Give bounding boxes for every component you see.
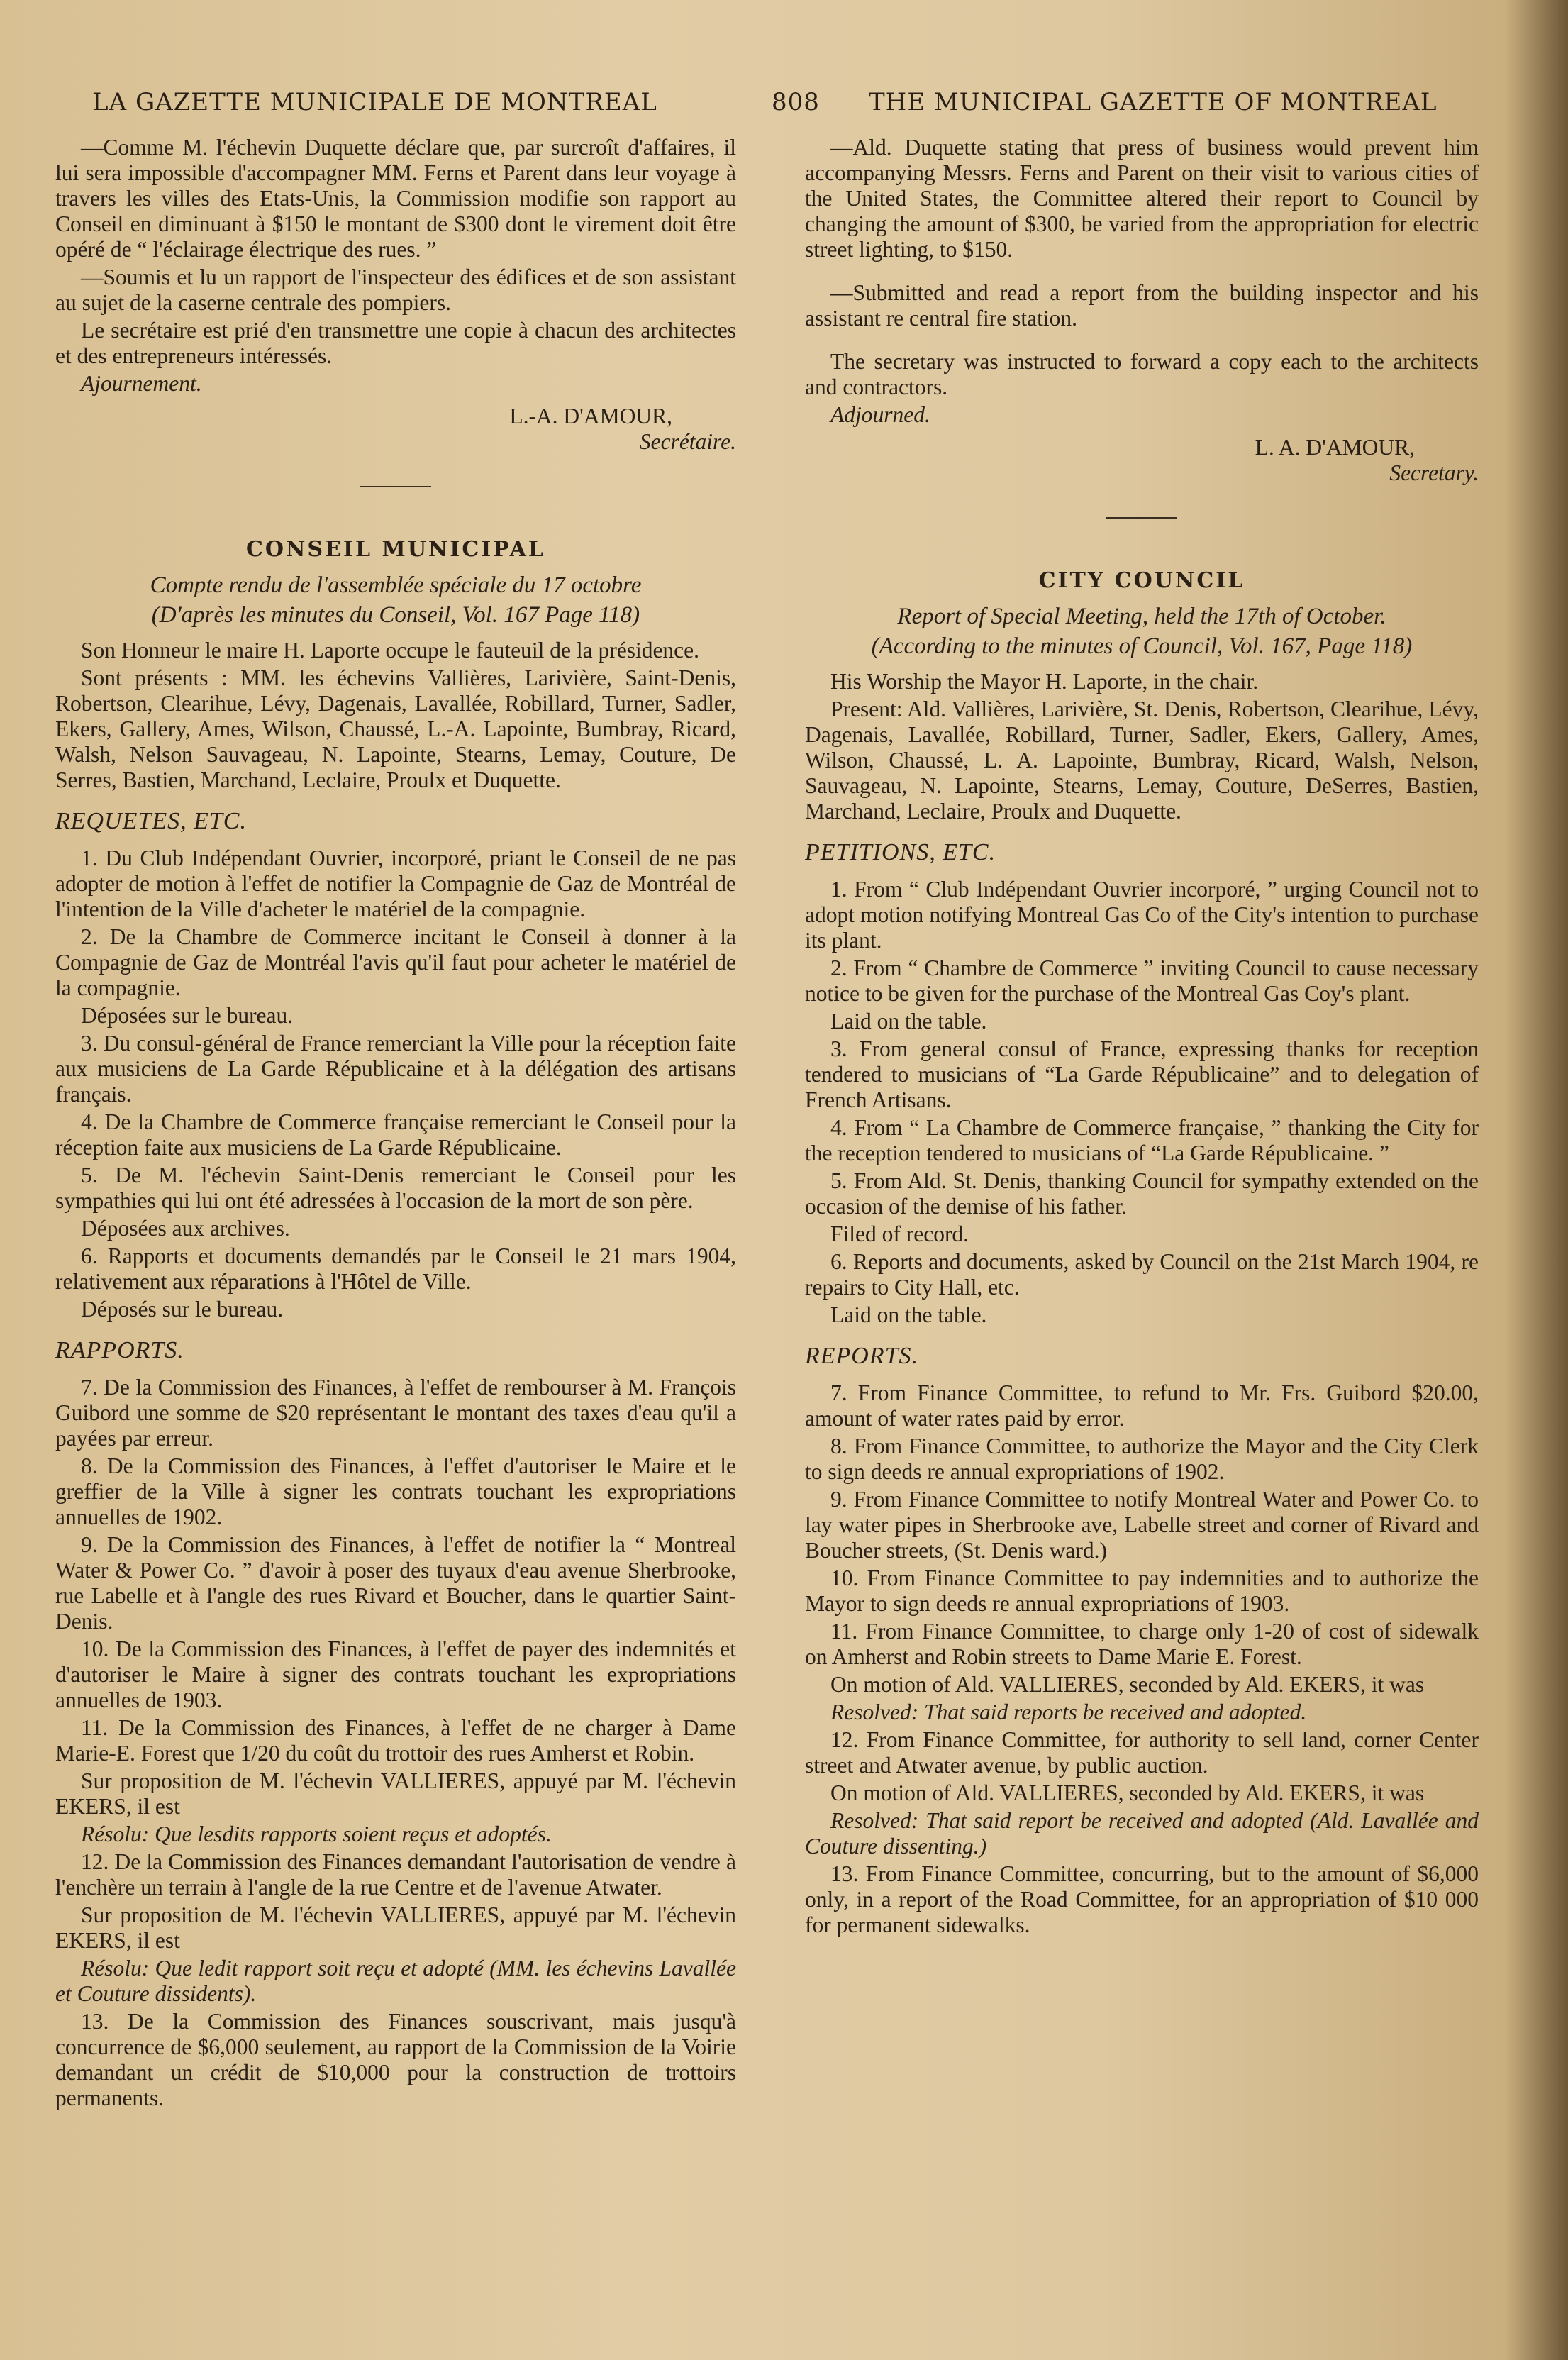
list-item: 11. From Finance Committee, to charge only 1-20 of cost of sidewalk on Amherst and Robin streets to Dame Marie E. Forest. <box>805 1619 1479 1669</box>
list-item: 8. From Finance Committee, to authorize the Mayor and the City Clerk to sign deeds re annual expropriations of 1902. <box>805 1434 1479 1484</box>
signature: L.-A. D'AMOUR, <box>509 404 672 428</box>
intro-paragraph: Le secrétaire est prié d'en transmettre une copie à chacun des architectes et des entrepreneurs intéressés. <box>55 318 736 368</box>
list-item: 5. From Ald. St. Denis, thanking Council for sympathy extended on the occasion of the demise of his father. <box>805 1168 1479 1219</box>
list-item: 9. From Finance Committee to notify Montreal Water and Power Co. to lay water pipes in Sherbrooke ave, Labelle street and corner of Rivard and Boucher streets, (St. Denis ward.) <box>805 1487 1479 1563</box>
section-heading-rapports: RAPPORTS. <box>55 1337 184 1363</box>
section-heading-requetes: REQUETES, ETC. <box>55 808 247 834</box>
list-item: 1. Du Club Indépendant Ouvrier, incorporé, priant le Conseil de ne pas adopter de motion à l'effet de notifier la Compagnie de Gaz de Montréal de l'intention de la Ville d'acheter le matériel de la compagnie. <box>55 846 736 921</box>
list-item: 7. From Finance Committee, to refund to Mr. Frs. Guibord $20.00, amount of water rates paid by error. <box>805 1380 1479 1431</box>
header-french-title: LA GAZETTE MUNICIPALE DE MONTREAL <box>92 88 657 116</box>
list-item: Laid on the table. <box>830 1009 987 1034</box>
page-header <box>92 84 1454 133</box>
page-number: 808 <box>772 88 820 116</box>
list-item: 10. From Finance Committee to pay indemnities and to authorize the Mayor to sign deeds re annual expropriations of 1903. <box>805 1566 1479 1616</box>
section-heading-reports: REPORTS. <box>805 1343 919 1369</box>
attendance-list: Present: Ald. Vallières, Larivière, St. Denis, Robertson, Clearihue, Lévy, Dagenais, Lavallée, Robillard, Turner, Sadler, Ekers, Gallery, Ames, Wilson, Chaussé, L. A. Lapointe, Bumbray, Ricard, Walsh, Nelson, Sauvageau, N. Lapointe, Stearns, Lemay, Couture, DeSerres, Bastien, Marchand, Leclaire, Proulx and Duquette. <box>805 697 1479 824</box>
intro-paragraph: —Soumis et lu un rapport de l'inspecteur des édifices et de son assistant au sujet de la caserne centrale des pompiers. <box>55 265 736 315</box>
council-heading: CONSEIL MUNICIPAL <box>245 537 545 562</box>
section-divider <box>360 486 431 487</box>
presidency-line: Son Honneur le maire H. Laporte occupe le fauteuil de la présidence. <box>81 638 700 663</box>
meeting-subtitle: Report of Special Meeting, held the 17th of October. <box>897 604 1386 629</box>
list-item: 2. De la Chambre de Commerce incitant le Conseil à donner à la Compagnie de Gaz de Montréal l'avis qu'il faut pour acheter le matériel de la compagnie. <box>55 924 736 1000</box>
intro-paragraph: —Ald. Duquette stating that press of business would prevent him accompanying Messrs. Ferns and Parent on their visit to various cities of the United States, the Committee altered their report to Council by changing the amount of $300, be varied from the appropriation for electric street lighting, to $150. <box>805 135 1479 262</box>
list-item: 11. De la Commission des Finances, à l'effet de ne charger à Dame Marie-E. Forest que 1/20 du coût du trottoir des rues Amherst et Robin. <box>55 1715 736 1766</box>
council-heading: CITY COUNCIL <box>1038 568 1245 593</box>
list-item: Résolu: Que lesdits rapports soient reçus et adoptés. <box>81 1822 552 1846</box>
intro-paragraph: The secretary was instructed to forward a copy each to the architects and contractors. <box>805 349 1479 399</box>
list-item: Sur proposition de M. l'échevin VALLIERES, appuyé par M. l'échevin EKERS, il est <box>55 1768 736 1819</box>
english-column <box>805 135 1479 2320</box>
list-item: Déposées sur le bureau. <box>81 1003 294 1028</box>
list-item: Déposées aux archives. <box>81 1216 290 1241</box>
list-item: 4. From “ La Chambre de Commerce française, ” thanking the City for the reception tendered to musicians of “La Garde Républicaine. ” <box>805 1115 1479 1165</box>
list-item: 5. De M. l'échevin Saint-Denis remerciant le Conseil pour les sympathies qui lui ont été adressées à l'occasion de la mort de son père. <box>55 1163 736 1213</box>
list-item: 13. De la Commission des Finances souscrivant, mais jusqu'à concurrence de $6,000 seulement, au rapport de la Commission de la Voirie demandant un crédit de $10,000 pour la construction de trottoirs permanents. <box>55 2009 736 2110</box>
list-item: Laid on the table. <box>830 1302 987 1327</box>
list-item: 7. De la Commission des Finances, à l'effet de rembourser à M. François Guibord une somme de $20 représentant le montant des taxes d'eau qu'il a payées par erreur. <box>55 1375 736 1451</box>
list-item: Resolved: That said reports be received and adopted. <box>830 1700 1307 1724</box>
list-item: On motion of Ald. VALLIERES, seconded by Ald. EKERS, it was <box>830 1672 1425 1697</box>
french-column <box>55 135 736 2320</box>
header-english-title: THE MUNICIPAL GAZETTE OF MONTREAL <box>869 88 1438 116</box>
minutes-reference: (D'après les minutes du Conseil, Vol. 167 Page 118) <box>151 602 640 628</box>
meeting-subtitle: Compte rendu de l'assemblée spéciale du 17 octobre <box>150 572 642 598</box>
section-divider <box>1106 517 1177 519</box>
list-item: 10. De la Commission des Finances, à l'effet de payer des indemnités et d'autoriser le Maire à signer des contrats touchant les expropriations annuelles de 1903. <box>55 1636 736 1712</box>
intro-paragraph: —Submitted and read a report from the building inspector and his assistant re central fire station. <box>805 280 1479 331</box>
list-item: Filed of record. <box>830 1221 969 1246</box>
presidency-line: His Worship the Mayor H. Laporte, in the chair. <box>830 669 1259 694</box>
list-item: 6. Rapports et documents demandés par le Conseil le 21 mars 1904, relativement aux réparations à l'Hôtel de Ville. <box>55 1243 736 1294</box>
adjournment: Adjourned. <box>830 402 930 427</box>
signature: L. A. D'AMOUR, <box>1255 435 1415 460</box>
list-item: 12. From Finance Committee, for authority to sell land, corner Center street and Atwater avenue, by public auction. <box>805 1727 1479 1778</box>
list-item: Résolu: Que ledit rapport soit reçu et adopté (MM. les échevins Lavallée et Couture dissidents). <box>55 1956 736 2006</box>
list-item: 6. Reports and documents, asked by Council on the 21st March 1904, re repairs to City Hall, etc. <box>805 1249 1479 1300</box>
list-item: 4. De la Chambre de Commerce française remerciant le Conseil pour la réception faite aux musiciens de La Garde Républicaine. <box>55 1109 736 1160</box>
list-item: 9. De la Commission des Finances, à l'effet de notifier la “ Montreal Water & Power Co. ” d'avoir à poser des tuyaux d'eau avenue Sherbrooke, rue Labelle et à l'angle des rues Rivard et Boucher, dans le quartier Saint-Denis. <box>55 1532 736 1634</box>
list-item: Déposés sur le bureau. <box>81 1297 284 1322</box>
list-item: 12. De la Commission des Finances demandant l'autorisation de vendre à l'enchère un terrain à l'angle de la rue Centre et de l'avenue Atwater. <box>55 1849 736 1900</box>
signature-title: Secretary. <box>1389 460 1479 485</box>
list-item: Resolved: That said report be received and adopted (Ald. Lavallée and Couture dissenting.) <box>805 1808 1479 1858</box>
adjournment: Ajournement. <box>81 371 202 396</box>
section-heading-petitions: PETITIONS, ETC. <box>805 839 996 865</box>
intro-paragraph: —Comme M. l'échevin Duquette déclare que, par surcroît d'affaires, il lui sera impossible d'accompagner MM. Ferns et Parent dans leur voyage à travers les villes des Etats-Unis, la Commission modifie son rapport au Conseil en diminuant à $150 le montant de $300 dont le virement doit être opéré de “ l'éclairage électrique des rues. ” <box>55 135 736 262</box>
minutes-reference: (According to the minutes of Council, Vol. 167, Page 118) <box>871 633 1413 659</box>
list-item: On motion of Ald. VALLIERES, seconded by Ald. EKERS, it was <box>830 1780 1425 1805</box>
list-item: 3. From general consul of France, expressing thanks for reception tendered to musicians of “La Garde Républicaine” and to delegation of French Artisans. <box>805 1036 1479 1112</box>
list-item: 3. Du consul-général de France remerciant la Ville pour la réception faite aux musiciens de La Garde Républicaine et à la délégation des artisans français. <box>55 1031 736 1107</box>
list-item: 1. From “ Club Indépendant Ouvrier incorporé, ” urging Council not to adopt motion notifying Montreal Gas Co of the City's intention to purchase its plant. <box>805 877 1479 953</box>
list-item: 2. From “ Chambre de Commerce ” inviting Council to cause necessary notice to be given for the purchase of the Montreal Gas Coy's plant. <box>805 955 1479 1006</box>
list-item: 13. From Finance Committee, concurring, but to the amount of $6,000 only, in a report of the Road Committee, for an appropriation of $10 000 for permanent sidewalks. <box>805 1861 1479 1937</box>
signature-title: Secrétaire. <box>639 429 736 454</box>
attendance-list: Sont présents : MM. les échevins Vallières, Larivière, Saint-Denis, Robertson, Clearihue, Lévy, Dagenais, Lavallée, Robillard, Turner, Sadler, Ekers, Gallery, Ames, Wilson, Chaussé, L.-A. Lapointe, Bumbray, Ricard, Walsh, Nelson Sauvageau, N. Lapointe, Stearns, Lemay, Couture, De Serres, Bastien, Marchand, Leclaire, Proulx et Duquette. <box>55 665 736 792</box>
list-item: Sur proposition de M. l'échevin VALLIERES, appuyé par M. l'échevin EKERS, il est <box>55 1902 736 1953</box>
list-item: 8. De la Commission des Finances, à l'effet d'autoriser le Maire et le greffier de la Ville à signer les contrats touchant les expropriations annuelles de 1902. <box>55 1453 736 1529</box>
